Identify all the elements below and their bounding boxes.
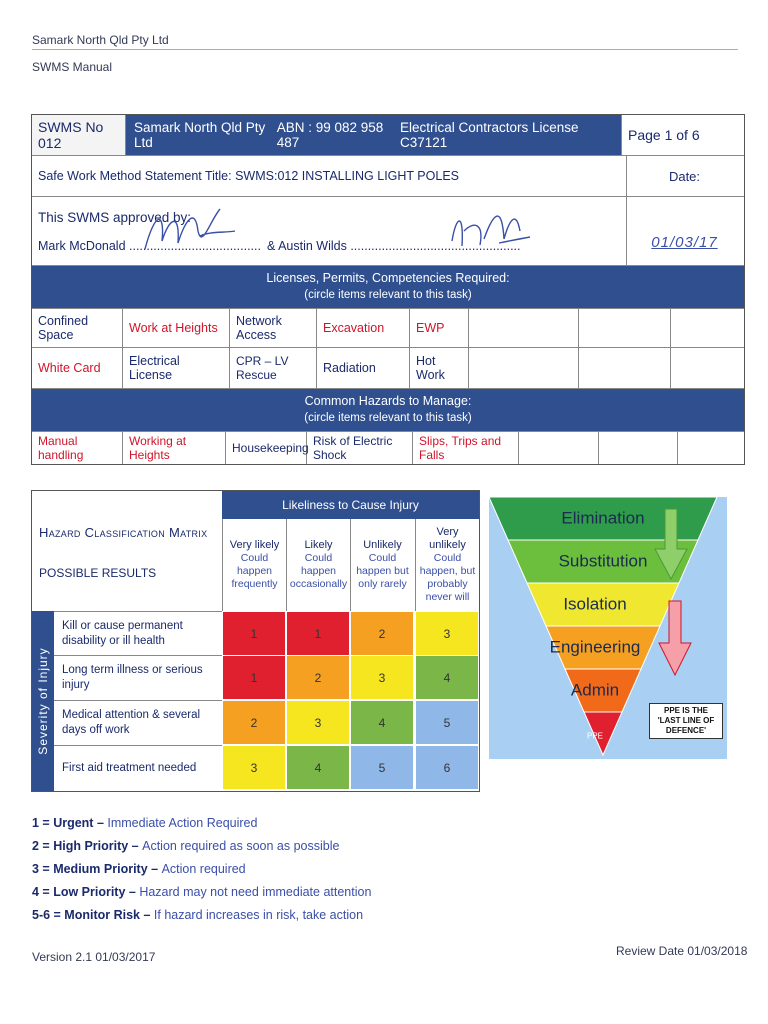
matrix-cell: 3 [286,700,350,745]
matrix-cell: 4 [286,745,350,790]
matrix-cell: 3 [222,745,286,790]
matrix-cell: 4 [415,655,479,700]
matrix-cell: 5 [415,700,479,745]
title-row [32,115,744,156]
matrix-title: Hazard Classification Matrix [39,525,208,540]
hazard-blank-2[interactable] [599,432,678,464]
matrix-row-label: First aid treatment needed [54,745,222,790]
matrix-column-header [350,519,414,611]
legend-item [32,908,363,922]
matrix-column-header [222,519,286,611]
matrix-cell: 4 [350,700,414,745]
pyramid-label: Isolation [563,594,627,614]
legend-key: 2 = High Priority – [32,839,143,853]
license-work-at-heights[interactable]: Work at Heights [123,309,230,347]
signature-2 [444,201,534,257]
license-ewp[interactable]: EWP [410,309,469,347]
hazard-working-at-heights[interactable]: Working at Heights [123,432,226,464]
license-network-access[interactable]: Network Access [230,309,317,347]
hazard-electric-shock[interactable]: Risk of Electric Shock [307,432,413,464]
license-blank-5[interactable] [579,348,671,388]
footer-review-date: Review Date 01/03/2018 [616,944,748,958]
license-white-card[interactable]: White Card [32,348,123,388]
matrix-row-label: Long term illness or serious injury [54,655,222,700]
page-count: Page 1 of 6 [628,127,700,143]
title-band [126,115,622,155]
legend-item [32,862,246,876]
legend-description: Action required as soon as possible [142,839,340,853]
legend-description: Immediate Action Required [107,816,258,830]
matrix-cell: 1 [286,611,350,656]
pyramid-label: PPE [586,731,604,741]
header-rule [32,49,738,50]
swms-number: SWMS No 012 [32,115,126,155]
legend-item [32,885,371,899]
hazard-blank-1[interactable] [519,432,599,464]
hazard-housekeeping[interactable]: Housekeeping [226,432,307,464]
matrix-row-label: Kill or cause permanent disability or ill health [54,611,222,656]
licenses-heading: Licenses, Permits, Competencies Required: [266,271,510,285]
approved-by-label: This SWMS approved by: [38,209,192,225]
hazard-matrix [31,490,480,792]
matrix-column-header [286,519,350,611]
hazards-row [32,432,744,464]
statement-row [32,156,744,197]
license-blank-2[interactable] [579,309,671,347]
hazard-blank-3[interactable] [678,432,742,464]
approval-row [32,197,744,266]
doc-company: Samark North Qld Pty Ltd [32,33,169,47]
license-electrical[interactable]: Electrical License [123,348,230,388]
statement-title: Safe Work Method Statement Title: SWMS:012 INSTALLING LIGHT POLES [32,156,627,196]
footer-version: Version 2.1 01/03/2017 [32,950,156,964]
license-blank-4[interactable] [469,348,579,388]
column-description: Could happen but only rarely [356,552,409,590]
severity-header: Severity of Injury [36,647,50,755]
legend-key: 3 = Medium Priority – [32,862,162,876]
legend-description: If hazard increases in risk, take action [153,908,364,922]
matrix-row-label: Medical attention & several days off work [54,700,222,745]
licenses-row-1 [32,309,744,348]
column-likeliness: Very unlikely [429,526,466,551]
hazards-band [32,389,744,432]
matrix-subtitle: POSSIBLE RESULTS [39,566,157,580]
matrix-cell: 1 [222,611,286,656]
hazard-slips-trips-falls[interactable]: Slips, Trips and Falls [413,432,519,464]
title-company: Samark North Qld Pty Ltd [134,120,266,150]
license-radiation[interactable]: Radiation [317,348,410,388]
title-license: Electrical Contractors License C37121 [399,120,579,150]
column-likeliness: Unlikely [363,539,402,551]
column-description: Could happen frequently [231,552,278,590]
date-label: Date: [668,168,701,184]
matrix-cell: 3 [415,611,479,656]
legend-description: Hazard may not need immediate attention [139,885,372,899]
license-confined-space[interactable]: Confined Space [32,309,123,347]
pyramid-label: Engineering [549,637,641,657]
legend-key: 4 = Low Priority – [32,885,140,899]
matrix-cell: 2 [350,611,414,656]
legend-key: 1 = Urgent – [32,816,108,830]
matrix-cell: 2 [286,655,350,700]
column-description: Could happen occasionally [289,552,348,590]
date-value: 01/03/17 [651,234,718,251]
matrix-cell: 1 [222,655,286,700]
signature-1 [140,201,240,257]
hierarchy-of-controls [489,497,727,759]
pyramid-label: Substitution [558,551,648,571]
license-excavation[interactable]: Excavation [317,309,410,347]
license-cpr-lv-rescue[interactable]: CPR – LV Rescue [230,348,317,388]
likeliness-header: Likeliness to Cause Injury [222,491,479,519]
swms-header-box [31,114,745,465]
legend-description: Action required [161,862,246,876]
license-hot-work[interactable]: Hot Work [410,348,469,388]
approval-cell [32,197,627,265]
column-likeliness: Very likely [229,539,280,551]
approver-1: Mark McDonald ...................................... [38,238,261,253]
matrix-cell: 2 [222,700,286,745]
severity-header-band [32,611,54,791]
hazards-heading: Common Hazards to Manage: [304,394,472,408]
approver-2: & Austin Wilds ................................................. [266,238,521,253]
pyramid-label: Elimination [561,508,645,528]
doc-manual: SWMS Manual [32,60,113,74]
hazards-sub: (circle items relevant to this task) [304,412,472,424]
matrix-cell: 6 [415,745,479,790]
date-cell [627,197,742,265]
matrix-column-header [415,519,479,611]
matrix-cell: 3 [350,655,414,700]
licenses-sub: (circle items relevant to this task) [304,289,472,301]
licenses-row-2 [32,348,744,389]
hazard-manual-handling[interactable]: Manual handling [32,432,123,464]
legend-item [32,839,339,853]
column-description: Could happen, but probably never will [419,552,476,603]
legend-item [32,816,257,830]
license-blank-1[interactable] [469,309,579,347]
matrix-cell: 5 [350,745,414,790]
column-likeliness: Likely [304,539,333,551]
pyramid-label: Admin [570,680,620,700]
ppe-note: PPE IS THE 'LAST LINE OF DEFENCE' [649,703,723,739]
licenses-band [32,266,744,309]
title-abn: ABN : 99 082 958 487 [276,120,384,150]
legend-key: 5-6 = Monitor Risk – [32,908,154,922]
license-blank-3[interactable] [671,309,742,347]
license-blank-6[interactable] [671,348,742,388]
